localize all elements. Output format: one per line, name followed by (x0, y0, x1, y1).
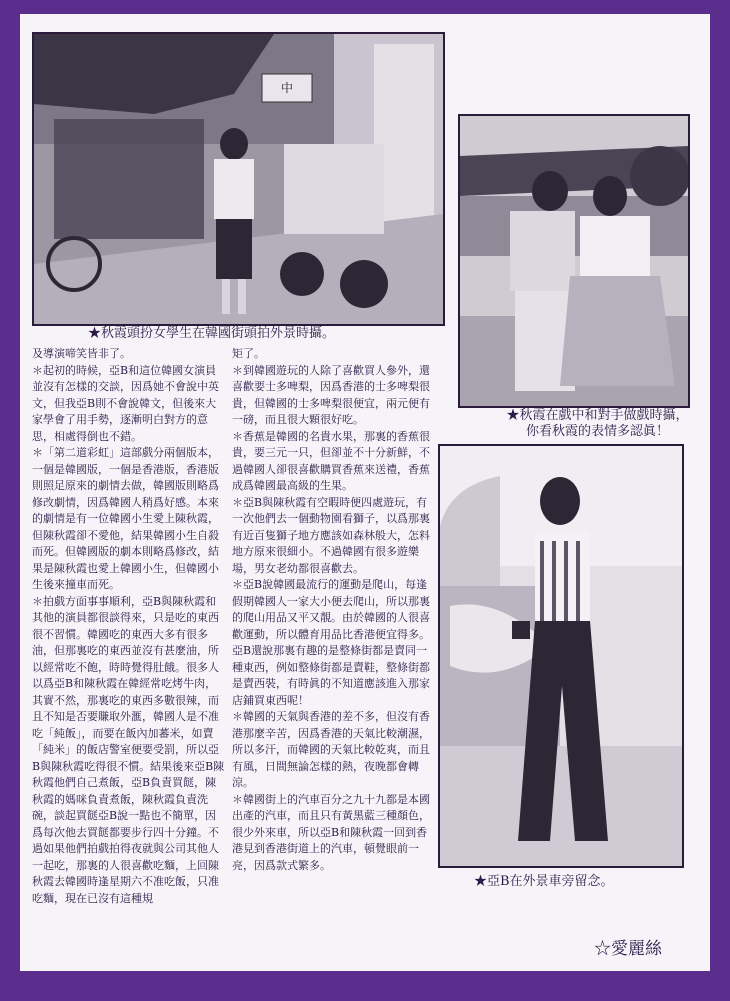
left-paragraph: ＊起初的時候，亞B和這位韓國女演員並沒有怎樣的交談，因爲她不會說中英文，但我亞B則不會說韓文，但後來大家學會了用手勢，逐漸明白對方的意思，相處得倒也不錯。 (32, 363, 219, 443)
right-paragraph: 矩了。 (232, 347, 265, 360)
author-signature: ☆愛麗絲 (594, 939, 662, 959)
bench-photo (458, 114, 690, 408)
magazine-page (20, 14, 710, 971)
bench-caption-line-2: 你看秋霞的表情多認眞！ (525, 424, 669, 439)
right-paragraph: ＊到韓國遊玩的人除了喜歡買人參外，還喜歡要士多啤梨，因爲香港的士多啤梨很貴，但韓國的士多啤梨很便宜，兩元便有一磅，而且很大顆很好吃。 (232, 363, 430, 426)
left-paragraph: 及導演啼笑皆非了。 (32, 347, 131, 360)
right-paragraph: ＊韓國的天氣與香港的差不多，但沒有香港那麼辛苦，因爲香港的天氣比較潮濕，所以多汗，而韓國的天氣比較乾爽，而且有風，日間無論怎樣的熱，夜晚都會轉涼。 (232, 710, 430, 789)
street-sign-text: 中 (280, 81, 294, 95)
article-column-left (32, 346, 225, 907)
article-column-right (232, 346, 430, 874)
street-photo (32, 32, 445, 326)
car-photo (438, 444, 684, 868)
left-paragraph: ＊「第二道彩虹」這部戲分兩個版本，一個是韓國版，一個是香港版，香港版則照足原來的劇情去做，韓國版則略爲修改劇情，因爲韓國人稍爲好感。本來的劇情是有一位韓國小生愛上陳秋霞，但陳秋霞卻不愛他，結果韓國小生自殺而死。但韓國版的劇本則略爲修改，結果是陳秋霞也愛上韓國小生，但韓國小生後來撞車而死。 (32, 446, 219, 591)
street-photo-caption: ★秋霞頭扮女學生在韓國街頭拍外景時攝。 (88, 326, 336, 341)
right-paragraph: ＊亞B與陳秋霞有空暇時便四處遊玩，有一次他們去一個動物園看獅子，以爲那裏有近百隻獅子地方應該如森林般大，怎料地方原來很細小。不過韓國有很多遊樂場，男女老幼都很喜歡去。 (232, 495, 430, 575)
right-paragraph: ＊香蕉是韓國的名貴水果，那裏的香蕉很貴，要三元一只，但卻並不十分新鮮，不過韓國人卻很喜歡購買香蕉來送禮，香蕉成爲韓國最高級的生果。 (232, 429, 430, 492)
left-paragraph: ＊拍戲方面事事順利，亞B與陳秋霞和其他的演員都很談得來，只是吃的東西很不習慣。韓國吃的東西大多有很多油，但那裏吃的東西並沒有甚麼油，所以經常吃不飽，時時覺得肚餓。很多人以爲亞B和陳秋霞在韓經常吃烤牛肉，其實不然，那裏吃的東西多數很辣，而且不知是否要賺取外滙，韓國人是不准吃「純飯」，而要在飯內加蕃米，如賣「純米」的飯店警室便要受罰，所以亞B與陳秋霞吃得很不慣。結果後來亞B陳秋霞他們自己煮飯，亞B負責買餸，陳秋霞的媽咪負責煮飯，陳秋霞負責洗碗，談起買餸亞B說一點也不簡單，因爲每次他去買餸都要步行四十分鐘。不過如果他們拍戲拍得夜就與公司其他人一起吃，那裏的人很喜歡吃麵，上回陳秋霞去韓國時逢星期六不准吃飯，只准吃麵，現在已沒有這種規 (32, 594, 225, 905)
car-photo-caption: ★亞B在外景車旁留念。 (474, 874, 614, 889)
bench-photo-caption (490, 408, 705, 440)
right-paragraph: ＊亞B說韓國最流行的運動是爬山，每逢假期韓國人一家大小便去爬山，所以那裏的爬山用品又平又靚。由於韓國的人很喜歡運動，所以體育用品比香港便宜得多。亞B還說那裏有趣的是整條街都是賣同一種東西，例如整條街都是賣鞋，整條街都是賣西裝，有時眞的不知道應該進入那家店鋪買東西呢！ (232, 578, 430, 707)
right-paragraph: ＊韓國街上的汽車百分之九十九都是本國出產的汽車，而且只有黃黑藍三種顏色，很少外來車，所以亞B和陳秋霞一回到香港見到香港街道上的汽車，頓覺眼前一亮，因爲款式繁多。 (232, 792, 430, 872)
bench-caption-line-1: ★秋霞在戲中和對手做戲時攝， (506, 408, 689, 423)
